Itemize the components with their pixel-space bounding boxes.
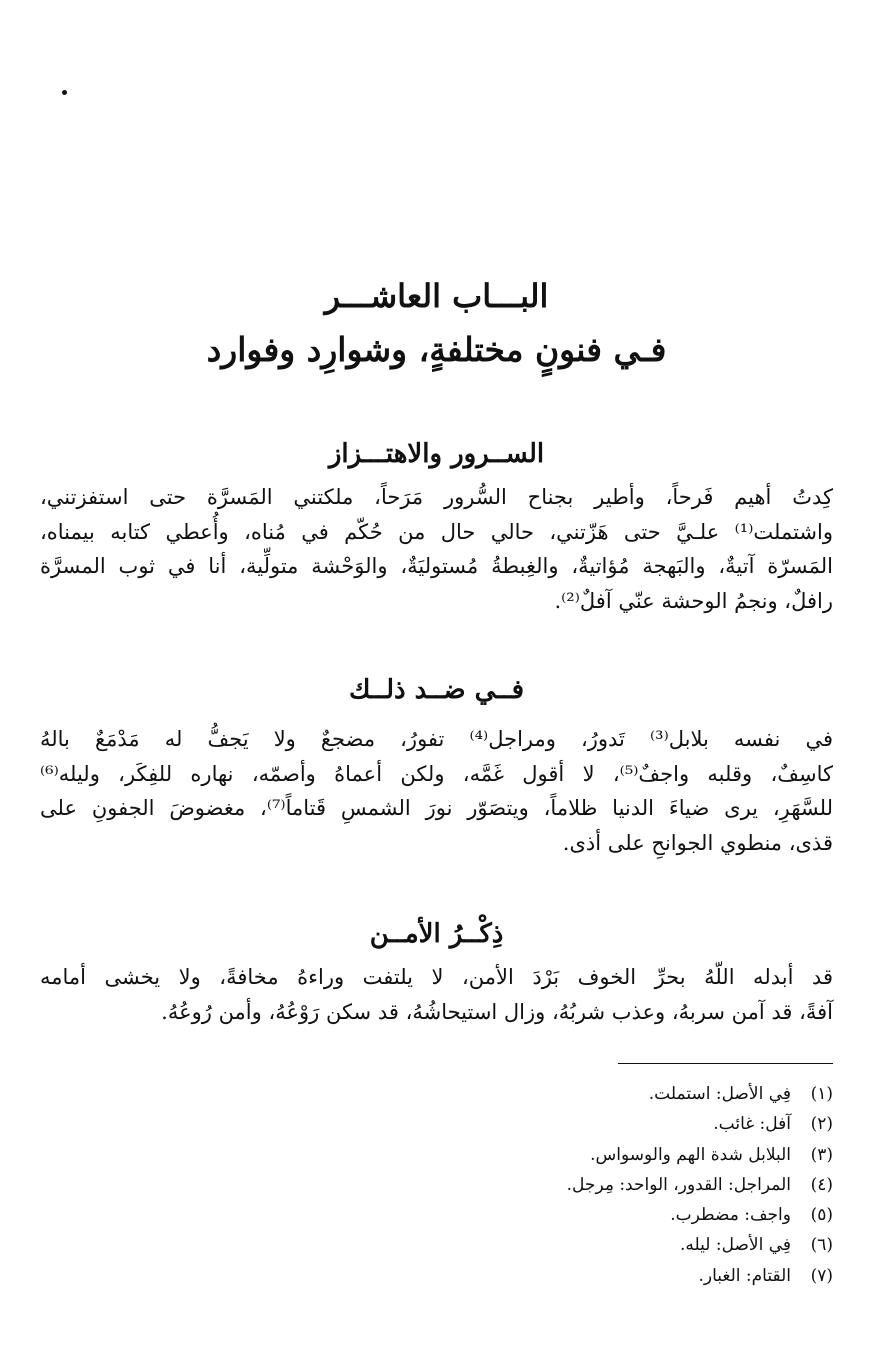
- paragraph-line: واشتملت⁽¹⁾ علـيَّ حتى هَزّتني، حالي حال من حُكّم في مُناه، وأُعطي كتابه بيمناه،: [40, 519, 833, 544]
- footnotes-list: [40, 1079, 833, 1291]
- footnote-number: (٧): [810, 1265, 833, 1286]
- section-heading-joy: الســرور والاهتـــزاز: [328, 439, 545, 469]
- paragraph-line: كِدتُ أهيم فَرحاً، وأطير بجناح السُّرور مَرَحاً، ملكتني المَسرَّة حتى استفزتني،: [40, 485, 833, 509]
- footnote-number: (٢): [810, 1114, 833, 1135]
- footnote-text: البلابل شدة الهم والوسواس.: [590, 1144, 791, 1165]
- footnote-item: [40, 1109, 833, 1139]
- footnote-item: [40, 1200, 833, 1230]
- footnote-divider: [618, 1063, 833, 1064]
- footnote-item: [40, 1170, 833, 1200]
- footnote-text: القتام: الغبار.: [698, 1265, 791, 1286]
- paragraph-line: قذى، منطوي الجوانحِ على أذى.: [562, 830, 833, 855]
- footnote-number: (٤): [810, 1174, 833, 1195]
- chapter-title: البـــاب العاشـــر: [324, 277, 549, 315]
- footnote-item: [40, 1079, 833, 1109]
- section-heading-opposite: فــي ضــد ذلــك: [348, 675, 525, 705]
- paragraph-line: المَسرّة آتيةٌ، والبَهجة مُؤاتيةٌ، والغِبطةُ مُستوليَةٌ، والوَحْشة متولِّية، أنا في ثوب المسرَّة: [40, 554, 833, 578]
- paragraph-line: في نفسه بلابل⁽³⁾ تَدورُ، ومراجل⁽⁴⁾ تفورُ، مضجعٌ ولا يَجفُّ له مَدْمَعٌ بالهُ: [40, 727, 833, 751]
- footnote-text: واجف: مضطرب.: [670, 1205, 791, 1226]
- paragraph-line: للسَّهَرِ، يرى ضياءَ الدنيا ظلاماً، ويتصَوّر نورَ الشمسِ قَتاماً⁽⁷⁾، مغضوضَ الجفونِ على: [40, 796, 833, 820]
- footnote-text: المراجل: القدور، الواحد: مِرجل.: [566, 1174, 791, 1195]
- footnote-text: فِي الأصل: ليله.: [679, 1235, 791, 1256]
- footnote-text: فِي الأصل: استملت.: [648, 1084, 791, 1104]
- section-heading-safety: ذِكْــرُ الأمــن: [369, 919, 504, 949]
- paragraph-line: قد أبدله اللّهُ بحرِّ الخوف بَرْدَ الأمن، لا يلتفت وراءهُ مخافةً، ولا يخشى أمامه: [40, 965, 833, 989]
- footnote-item: [40, 1140, 833, 1170]
- section-paragraph-opposite: [40, 722, 833, 860]
- section-paragraph-safety: [40, 960, 833, 1029]
- footnote-number: (٣): [810, 1144, 833, 1165]
- footnote-item: [40, 1230, 833, 1260]
- footnote-item: [40, 1261, 833, 1291]
- paragraph-line: آفةً، قد آمن سربهُ، وعذب شربُهُ، وزال استيحاشُهُ، قد سكن رَوْعُهُ، وأمن رُوعُهُ.: [161, 999, 833, 1024]
- paragraph-line: رافلٌ، ونجمُ الوحشة عنّي آفلٌ⁽²⁾.: [554, 588, 833, 613]
- footnote-text: آفل: غائب.: [713, 1114, 791, 1135]
- section-paragraph-joy: [40, 480, 833, 618]
- footnote-number: (٦): [810, 1235, 833, 1256]
- paragraph-line: كاسِفٌ، وقلبه واجفٌ⁽⁵⁾، لا أقول غَمَّه، ولكن أعماهُ وأصمّه، نهاره للفِكَر، وليله⁽⁶⁾: [40, 761, 833, 786]
- book-page: [40, 0, 833, 1363]
- chapter-subtitle: فـي فنونٍ مختلفةٍ، وشوارِد وفوارد: [206, 330, 667, 369]
- footnote-number: (٥): [810, 1205, 833, 1226]
- footnote-number: (١): [810, 1084, 833, 1104]
